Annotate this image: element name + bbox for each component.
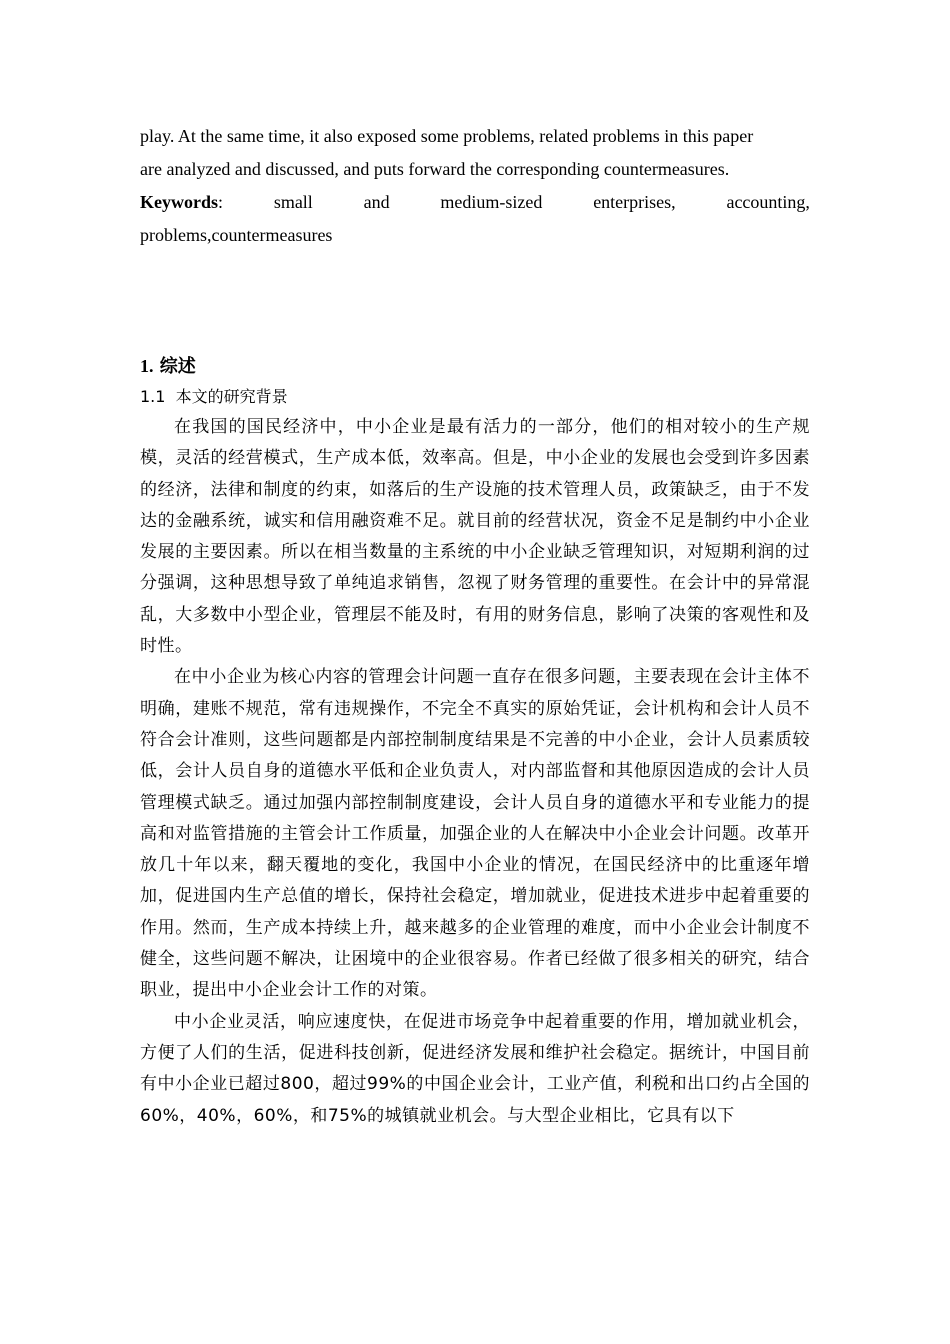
subsection-title: 本文的研究背景 (175, 387, 288, 406)
body-paragraph: 在中小企业为核心内容的管理会计问题一直存在很多问题，主要表现在会计主体不明确，建账不规范，常有违规操作，不完全不真实的原始凭证，会计机构和会计人员不符合会计准则，这些问题都是内部控制制度结果是不完善的中小企业，会计人员素质较低，会计人员自身的道德水平低和企业负责人，对内部监督和其他原因造成的会计人员管理模式缺乏。通过加强内部控制制度建设，会计人员自身的道德水平和专业能力的提高和对监管措施的主管会计工作质量，加强企业的人在解决中小企业会计问题。改革开放几十年以来，翻天覆地的变化，我国中小企业的情况，在国民经济中的比重逐年增加，促进国内生产总值的增长，保持社会稳定，增加就业，促进技术进步中起着重要的作用。然而，生产成本持续上升，越来越多的企业管理的难度，而中小企业会计制度不健全，这些问题不解决，让困境中的企业很容易。作者已经做了很多相关的研究，结合职业，提出中小企业会计工作的对策。 (140, 667, 810, 1001)
keywords-colon: : (218, 192, 224, 212)
subsection-heading (140, 382, 810, 412)
keywords-label-group (140, 186, 223, 219)
keywords-line-2: problems,countermeasures (140, 225, 333, 245)
abstract-line-2: are analyzed and discussed, and puts forward the corresponding countermeasures. (140, 159, 730, 179)
keyword-word: accounting, (726, 192, 810, 212)
keywords-label: Keywords (140, 192, 218, 212)
section-spacer (140, 252, 810, 351)
keyword-word: small (273, 192, 313, 212)
keyword-word: and (363, 192, 390, 212)
keywords-line (140, 186, 810, 219)
document-page (140, 120, 810, 1132)
keyword-word: medium-sized (440, 192, 543, 212)
abstract-line-1: play. At the same time, it also exposed some problems, related problems in this paper (140, 126, 754, 146)
body-paragraph: 在我国的国民经济中，中小企业是最有活力的一部分，他们的相对较小的生产规模，灵活的经营模式，生产成本低，效率高。但是，中小企业的发展也会受到许多因素的经济，法律和制度的约束，如落后的生产设施的技术管理人员，政策缺乏，由于不发达的金融系统，诚实和信用融资难不足。就目前的经营状况，资金不足是制约中小企业发展的主要因素。所以在相当数量的主系统的中小企业缺乏管理知识，对短期利润的过分强调，这种思想导致了单纯追求销售，忽视了财务管理的重要性。在会计中的异常混乱，大多数中小型企业，管理层不能及时，有用的财务信息，影响了决策的客观性和及时性。 (140, 417, 810, 657)
section-heading (140, 351, 810, 382)
section-number: 1. (140, 356, 154, 376)
section-title: 综述 (159, 356, 196, 377)
body-paragraph: 中小企业灵活，响应速度快，在促进市场竞争中起着重要的作用，增加就业机会，方便了人们的生活，促进科技创新，促进经济发展和维护社会稳定。据统计，中国目前有中小企业已超过800，超过99%的中国企业会计，工业产值，利税和出口约占全国的60%，40%，60%，和75%的城镇就业机会。与大型企业相比，它具有以下 (140, 1011, 810, 1126)
keyword-word: enterprises, (593, 192, 676, 212)
subsection-number: 1.1 (140, 387, 166, 406)
